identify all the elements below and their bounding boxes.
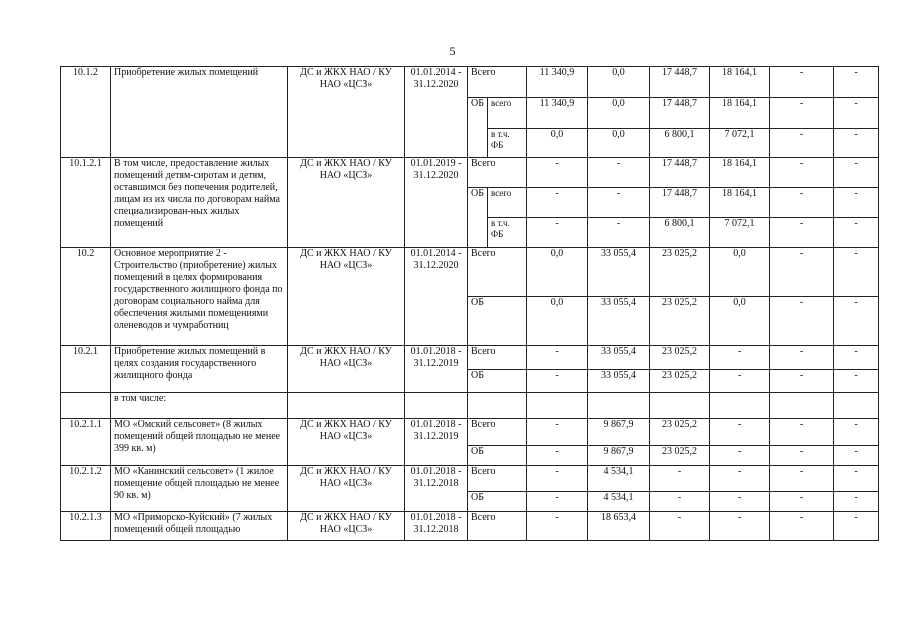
row-period: 01.01.2014 - 31.12.2020 [405, 67, 468, 158]
value-cell: 33 055,4 [588, 370, 650, 393]
table-row [61, 248, 879, 297]
value-cell [834, 393, 879, 419]
funding-source: ОБ [468, 370, 527, 393]
funding-source: ОБ [468, 446, 527, 466]
value-cell: - [770, 248, 834, 297]
value-cell: 23 025,2 [650, 248, 710, 297]
row-executor: ДС и ЖКХ НАО / КУ НАО «ЦСЗ» [288, 419, 405, 466]
value-cell: - [770, 346, 834, 370]
value-cell: - [527, 512, 588, 541]
value-cell: 17 448,7 [650, 158, 710, 188]
value-cell: 11 340,9 [527, 67, 588, 98]
value-cell: - [588, 188, 650, 218]
row-code: 10.2.1.2 [61, 466, 111, 512]
value-cell: 4 534,1 [588, 492, 650, 512]
value-cell: 18 653,4 [588, 512, 650, 541]
row-code: 10.1.2.1 [61, 158, 111, 248]
table-row [61, 158, 879, 188]
value-cell: - [770, 466, 834, 492]
value-cell: 18 164,1 [710, 67, 770, 98]
value-cell: - [834, 492, 879, 512]
funding-source: Всего [468, 466, 527, 492]
funding-source: Всего [468, 67, 527, 98]
funding-source [468, 393, 527, 419]
row-executor: ДС и ЖКХ НАО / КУ НАО «ЦСЗ» [288, 67, 405, 158]
row-executor: ДС и ЖКХ НАО / КУ НАО «ЦСЗ» [288, 512, 405, 541]
funding-source: Всего [468, 248, 527, 297]
row-code: 10.2.1 [61, 346, 111, 393]
value-cell: 23 025,2 [650, 346, 710, 370]
value-cell: 33 055,4 [588, 297, 650, 346]
value-cell [527, 393, 588, 419]
funding-source: ОБ [468, 188, 488, 248]
funding-source: Всего [468, 346, 527, 370]
value-cell [770, 393, 834, 419]
value-cell: 7 072,1 [710, 129, 770, 158]
value-cell: - [834, 512, 879, 541]
value-cell: - [650, 492, 710, 512]
value-cell: - [770, 158, 834, 188]
value-cell [650, 393, 710, 419]
value-cell: 11 340,9 [527, 98, 588, 129]
row-period: 01.01.2014 - 31.12.2020 [405, 248, 468, 346]
table-row [61, 346, 879, 370]
value-cell: - [710, 492, 770, 512]
value-cell: - [527, 188, 588, 218]
value-cell: 33 055,4 [588, 248, 650, 297]
value-cell: - [588, 158, 650, 188]
value-cell: - [527, 492, 588, 512]
row-executor [288, 393, 405, 419]
value-cell: - [710, 466, 770, 492]
value-cell: 0,0 [710, 297, 770, 346]
funding-source: Всего [468, 512, 527, 541]
value-cell: 0,0 [588, 67, 650, 98]
value-cell: - [527, 446, 588, 466]
row-code: 10.2 [61, 248, 111, 346]
value-cell: - [527, 158, 588, 188]
row-period [405, 393, 468, 419]
value-cell: 6 800,1 [650, 218, 710, 248]
value-cell: - [770, 98, 834, 129]
row-code: 10.2.1.3 [61, 512, 111, 541]
funding-subsource: в т.ч. ФБ [488, 129, 527, 158]
value-cell: 9 867,9 [588, 446, 650, 466]
row-executor: ДС и ЖКХ НАО / КУ НАО «ЦСЗ» [288, 158, 405, 248]
row-period: 01.01.2018 - 31.12.2018 [405, 512, 468, 541]
value-cell: - [710, 370, 770, 393]
row-name: МО «Канинский сельсовет» (1 жилое помещение общей площадью не менее 90 кв. м) [111, 466, 288, 512]
table-row [61, 466, 879, 492]
value-cell: - [710, 512, 770, 541]
value-cell: 7 072,1 [710, 218, 770, 248]
funding-source: ОБ [468, 98, 488, 158]
value-cell: - [527, 419, 588, 446]
value-cell: - [770, 446, 834, 466]
value-cell: - [834, 158, 879, 188]
funding-subsource: всего [488, 188, 527, 218]
row-name: МО «Приморско-Куйский» (7 жилых помещений общей площадью [111, 512, 288, 541]
value-cell: - [527, 466, 588, 492]
value-cell: - [770, 129, 834, 158]
row-period: 01.01.2018 - 31.12.2019 [405, 419, 468, 466]
row-name: в том числе: [111, 393, 288, 419]
funding-source: ОБ [468, 492, 527, 512]
row-code: 10.2.1.1 [61, 419, 111, 466]
funding-source: Всего [468, 158, 527, 188]
value-cell: - [834, 129, 879, 158]
table-row [61, 512, 879, 541]
row-executor: ДС и ЖКХ НАО / КУ НАО «ЦСЗ» [288, 346, 405, 393]
funding-subsource: всего [488, 98, 527, 129]
row-code [61, 393, 111, 419]
funding-source: Всего [468, 419, 527, 446]
program-table [60, 66, 879, 541]
value-cell: - [650, 512, 710, 541]
value-cell: 0,0 [710, 248, 770, 297]
value-cell: - [834, 67, 879, 98]
value-cell: - [527, 218, 588, 248]
value-cell: 0,0 [527, 297, 588, 346]
row-executor: ДС и ЖКХ НАО / КУ НАО «ЦСЗ» [288, 248, 405, 346]
value-cell: 23 025,2 [650, 419, 710, 446]
row-executor: ДС и ЖКХ НАО / КУ НАО «ЦСЗ» [288, 466, 405, 512]
value-cell: 17 448,7 [650, 67, 710, 98]
value-cell: - [770, 370, 834, 393]
value-cell [710, 393, 770, 419]
value-cell: 6 800,1 [650, 129, 710, 158]
value-cell: 23 025,2 [650, 370, 710, 393]
row-name: Приобретение жилых помещений [111, 67, 288, 158]
row-period: 01.01.2018 - 31.12.2018 [405, 466, 468, 512]
value-cell: 18 164,1 [710, 98, 770, 129]
value-cell: - [834, 218, 879, 248]
value-cell: 17 448,7 [650, 98, 710, 129]
row-code: 10.1.2 [61, 67, 111, 158]
row-period: 01.01.2019 - 31.12.2020 [405, 158, 468, 248]
value-cell: 0,0 [588, 98, 650, 129]
value-cell: 23 025,2 [650, 297, 710, 346]
table-row [61, 419, 879, 446]
value-cell: - [650, 466, 710, 492]
funding-subsource: в т.ч. ФБ [488, 218, 527, 248]
value-cell: - [770, 188, 834, 218]
value-cell: 17 448,7 [650, 188, 710, 218]
value-cell [588, 393, 650, 419]
page-number: 5 [449, 44, 456, 58]
value-cell: - [834, 98, 879, 129]
value-cell: - [834, 370, 879, 393]
value-cell: - [770, 419, 834, 446]
value-cell: - [710, 419, 770, 446]
value-cell: - [710, 446, 770, 466]
table-row [61, 393, 879, 419]
table-row [61, 67, 879, 98]
value-cell: 0,0 [588, 129, 650, 158]
value-cell: 0,0 [527, 248, 588, 297]
value-cell: - [834, 188, 879, 218]
row-name: МО «Омский сельсовет» (8 жилых помещений общей площадью не менее 399 кв. м) [111, 419, 288, 466]
value-cell: 0,0 [527, 129, 588, 158]
value-cell: - [588, 218, 650, 248]
row-name: Приобретение жилых помещений в целях создания государственного жилищного фонда [111, 346, 288, 393]
value-cell: - [834, 297, 879, 346]
value-cell: 9 867,9 [588, 419, 650, 446]
value-cell: - [770, 67, 834, 98]
funding-source: ОБ [468, 297, 527, 346]
value-cell: - [770, 218, 834, 248]
value-cell: - [770, 297, 834, 346]
value-cell: 23 025,2 [650, 446, 710, 466]
value-cell: - [770, 512, 834, 541]
value-cell: - [834, 466, 879, 492]
value-cell: - [834, 446, 879, 466]
value-cell: - [834, 419, 879, 446]
value-cell: 18 164,1 [710, 188, 770, 218]
value-cell: 33 055,4 [588, 346, 650, 370]
value-cell: - [527, 346, 588, 370]
row-name: Основное мероприятие 2 - Строительство (приобретение) жилых помещений в целях формирования государственного жилищного фонда по договорам социального найма для обеспечения жилыми помещениями оленеводов и чумработниц [111, 248, 288, 346]
value-cell: - [834, 346, 879, 370]
value-cell: 18 164,1 [710, 158, 770, 188]
row-name: В том числе, предоставление жилых помещений детям-сиротам и детям, оставшимся без попечения родителей, лицам из их числа по договорам найма специализирован-ных жилых помещений [111, 158, 288, 248]
value-cell: - [834, 248, 879, 297]
row-period: 01.01.2018 - 31.12.2019 [405, 346, 468, 393]
value-cell: 4 534,1 [588, 466, 650, 492]
value-cell: - [710, 346, 770, 370]
value-cell: - [527, 370, 588, 393]
value-cell: - [770, 492, 834, 512]
